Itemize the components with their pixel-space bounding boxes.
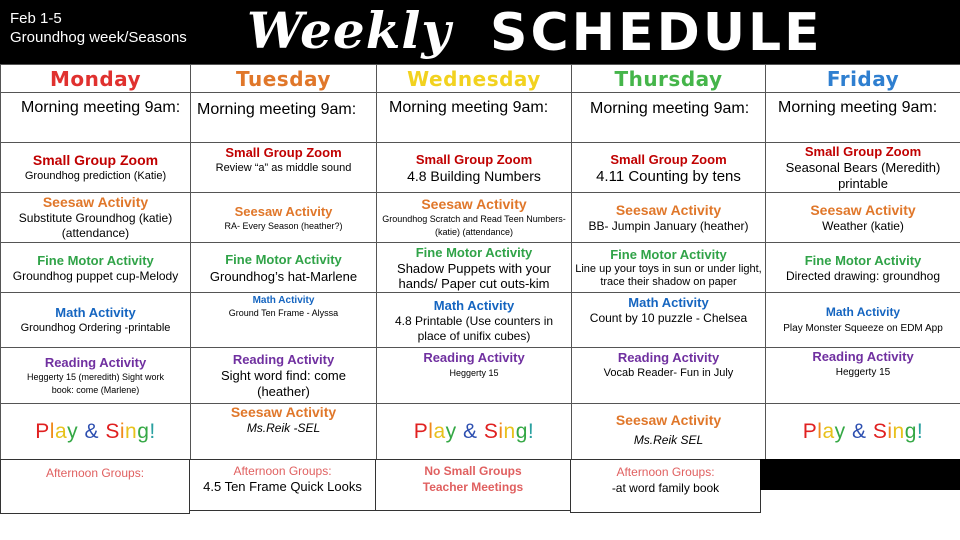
letter: l (49, 419, 55, 443)
play-word (35, 420, 78, 443)
play-sing-text (803, 420, 923, 443)
schedule-table (0, 64, 960, 460)
sing-word (105, 420, 149, 443)
small-group-text: 4.8 Building Numbers (407, 167, 541, 184)
reading-cell-thursday (572, 348, 766, 404)
morning-cell-monday: Morning meeting 9am: (1, 93, 191, 143)
math-text: Play Monster Squeeze on EDM App (783, 323, 943, 334)
small-group-title: Small Group Zoom (804, 144, 922, 159)
fine-motor-title: Fine Motor Activity (225, 251, 342, 267)
afternoon-text: -at word family book (611, 481, 720, 495)
seesaw-title: Seesaw Activity (421, 196, 527, 212)
letter: a (433, 419, 446, 443)
friday-afternoon-blank (760, 459, 960, 490)
seesaw-cell-thursday (572, 193, 766, 243)
reading-title: Reading Activity (812, 349, 914, 364)
letter: a (54, 419, 68, 443)
math-cell-wednesday (377, 293, 572, 348)
fine-motor-title: Fine Motor Activity (804, 253, 922, 268)
letter: g (137, 419, 150, 443)
play-sing-cell-friday (766, 404, 960, 460)
reading-text: Heggerty 15 (meredith) Sight work book: come (Marlene) (26, 372, 165, 395)
play-word (803, 420, 846, 443)
math-text: Count by 10 puzzle - Chelsea (589, 311, 748, 325)
fine-motor-row (1, 243, 960, 293)
reading-row (1, 348, 960, 404)
letter: g (515, 419, 528, 443)
exclamation: ! (527, 419, 535, 443)
day-friday: Friday (766, 65, 960, 93)
fine-motor-cell-wednesday (377, 243, 572, 293)
play-sing-text (35, 420, 155, 443)
math-title: Math Activity (55, 305, 136, 320)
math-text: Groundhog Ordering -printable (20, 322, 171, 334)
reading-text: Vocab Reader- Fun in July (603, 367, 734, 379)
fine-motor-title: Fine Motor Activity (37, 252, 154, 268)
afternoon-label: Afternoon Groups: (233, 464, 332, 478)
fine-motor-cell-tuesday (191, 243, 377, 293)
morning-cell-tuesday: Morning meeting 9am: (191, 93, 377, 143)
letter: y (445, 419, 457, 443)
title-schedule: SCHEDULE (490, 3, 823, 63)
exclamation: ! (916, 420, 924, 443)
day-thursday: Thursday (572, 65, 766, 93)
ampersand: & (462, 419, 478, 443)
fine-motor-text: Line up your toys in sun or under light, trace their shadow on paper (575, 263, 762, 288)
seesaw-sel-text: Ms.Reik -SEL (246, 421, 321, 435)
header-banner (0, 0, 960, 64)
reading-title: Reading Activity (617, 350, 720, 365)
week-theme: Groundhog week/Seasons (10, 29, 187, 46)
day-header-row (1, 65, 960, 93)
afternoon-no-groups-label: No Small Groups Teacher Meetings (422, 464, 524, 494)
seesaw-title: Seesaw Activity (615, 201, 722, 218)
math-cell-friday (766, 293, 960, 348)
fine-motor-text: Directed drawing: groundhog (785, 269, 941, 283)
letter: P (802, 420, 818, 443)
play-sing-text (414, 420, 534, 443)
small-group-text: 4.11 Counting by tens (596, 167, 741, 185)
small-group-title: Small Group Zoom (610, 151, 727, 167)
reading-cell-wednesday (377, 348, 572, 404)
fine-motor-cell-thursday (572, 243, 766, 293)
math-row (1, 293, 960, 348)
seesaw-cell-friday (766, 193, 960, 243)
letter: S (105, 419, 120, 443)
letter: S (872, 420, 888, 443)
play-sing-cell-wednesday (377, 404, 572, 460)
letter: y (834, 420, 846, 443)
reading-title: Reading Activity (44, 355, 147, 370)
reading-cell-tuesday (191, 348, 377, 404)
fine-motor-title: Fine Motor Activity (415, 245, 533, 260)
day-tuesday: Tuesday (191, 65, 377, 93)
fine-motor-text: Groundhog’s hat-Marlene (209, 268, 358, 284)
reading-text: Heggerty 15 (835, 367, 891, 378)
small-group-cell-thursday (572, 143, 766, 193)
reading-cell-friday (766, 348, 960, 404)
seesaw-sel-title: Seesaw Activity (230, 404, 337, 420)
math-cell-monday (1, 293, 191, 348)
afternoon-text: 4.5 Ten Frame Quick Looks (203, 479, 362, 494)
reading-cell-monday (1, 348, 191, 404)
week-dates: Feb 1-5 (10, 10, 62, 27)
afternoon-label: Afternoon Groups: (45, 466, 145, 480)
afternoon-cell-monday (0, 459, 190, 514)
small-group-text: Seasonal Bears (Meredith) printable (785, 160, 941, 191)
math-title: Math Activity (433, 297, 515, 313)
fine-motor-cell-friday (766, 243, 960, 293)
small-group-cell-friday (766, 143, 960, 193)
ampersand: & (851, 420, 867, 443)
letter: n (503, 419, 516, 443)
morning-row (1, 93, 960, 143)
seesaw-cell-monday (1, 193, 191, 243)
letter: n (892, 420, 905, 443)
seesaw-sel-cell-tuesday (191, 404, 377, 460)
seesaw-sel-title: Seesaw Activity (615, 412, 722, 428)
math-cell-thursday (572, 293, 766, 348)
morning-cell-friday: Morning meeting 9am: (766, 93, 960, 143)
letter: l (428, 419, 434, 443)
afternoon-cell-thursday (570, 459, 761, 513)
seesaw-title: Seesaw Activity (810, 201, 916, 218)
letter: a (822, 420, 835, 443)
math-title: Math Activity (252, 295, 315, 306)
afternoon-label: Afternoon Groups: (616, 465, 715, 479)
exclamation: ! (149, 419, 156, 443)
sing-word (873, 420, 917, 443)
letter: y (67, 419, 79, 443)
letter: n (125, 419, 138, 443)
seesaw-text: Weather (katie) (822, 218, 904, 233)
reading-title: Reading Activity (232, 352, 335, 367)
reading-title: Reading Activity (423, 350, 525, 365)
seesaw-cell-wednesday (377, 193, 572, 243)
seesaw-row (1, 193, 960, 243)
fine-motor-title: Fine Motor Activity (610, 247, 727, 262)
ampersand: & (84, 419, 99, 443)
math-text: 4.8 Printable (Use counters in place of unifix cubes) (394, 313, 554, 343)
seesaw-text: Groundhog Scratch and Read Teen Numbers- (katie) (attendance) (382, 214, 566, 237)
math-title: Math Activity (825, 305, 901, 319)
small-group-title: Small Group Zoom (415, 151, 533, 167)
small-group-cell-monday (1, 143, 191, 193)
sing-word (484, 420, 528, 443)
seesaw-text: Substitute Groundhog (katie) (attendance) (18, 211, 173, 240)
math-title: Math Activity (628, 295, 709, 310)
small-group-text: Groundhog prediction (Katie) (24, 169, 167, 182)
afternoon-cell-tuesday (189, 459, 376, 511)
seesaw-cell-tuesday (191, 193, 377, 243)
reading-text: Sight word find: come (heather) (220, 368, 346, 399)
afternoon-cell-wednesday (375, 459, 571, 511)
morning-cell-thursday: Morning meeting 9am: (572, 93, 766, 143)
small-group-cell-wednesday (377, 143, 572, 193)
seesaw-sel-text: Ms.Reik SEL (633, 433, 704, 447)
fine-motor-cell-monday (1, 243, 191, 293)
fine-motor-text: Groundhog puppet cup-Melody (12, 268, 179, 283)
small-group-cell-tuesday (191, 143, 377, 193)
letter: P (35, 419, 50, 443)
seesaw-text: RA- Every Season (heather?) (224, 220, 343, 231)
letter: S (483, 419, 499, 443)
small-group-title: Small Group Zoom (32, 151, 159, 168)
letter: P (413, 419, 429, 443)
play-sing-cell-monday (1, 404, 191, 460)
seesaw-text: BB- Jumpin January (heather) (588, 218, 749, 233)
small-group-title: Small Group Zoom (225, 145, 342, 160)
fine-motor-text: Shadow Puppets with your hands/ Paper cut outs-kim (397, 261, 551, 291)
letter: l (817, 420, 823, 443)
header-dates-block (10, 9, 187, 47)
math-text: Ground Ten Frame - Alyssa (228, 308, 339, 318)
small-group-row (1, 143, 960, 193)
title-weekly: Weekly (247, 1, 452, 60)
math-cell-tuesday (191, 293, 377, 348)
letter: i (887, 420, 893, 443)
letter: i (498, 419, 504, 443)
letter: g (904, 420, 917, 443)
seesaw-sel-cell-thursday (572, 404, 766, 460)
last-activity-row (1, 404, 960, 460)
seesaw-title: Seesaw Activity (42, 194, 149, 210)
seesaw-title: Seesaw Activity (234, 203, 333, 219)
small-group-text: Review “a” as middle sound (215, 162, 352, 174)
morning-cell-wednesday: Morning meeting 9am: (377, 93, 572, 143)
reading-text: Heggerty 15 (449, 368, 499, 378)
letter: i (119, 419, 126, 443)
day-monday: Monday (1, 65, 191, 93)
day-wednesday: Wednesday (377, 65, 572, 93)
play-word (414, 420, 457, 443)
